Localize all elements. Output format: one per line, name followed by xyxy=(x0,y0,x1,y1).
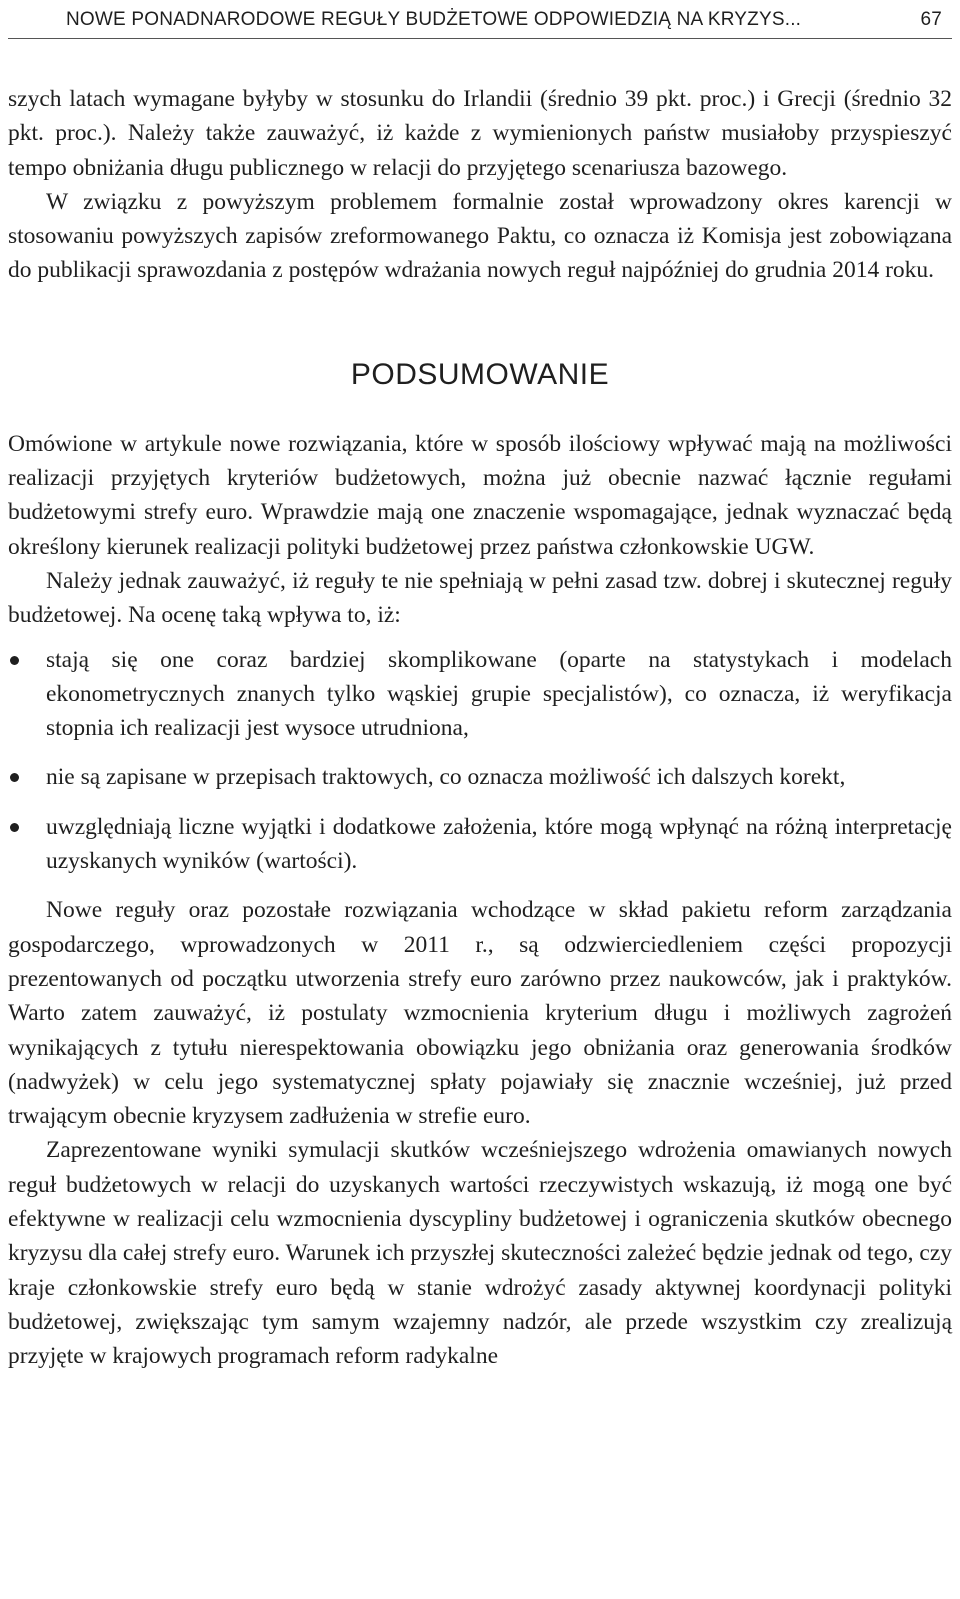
list-item-text: nie są zapisane w przepisach traktowych, co oznacza możliwość ich dalszych korekt, xyxy=(46,764,846,791)
bullet-icon xyxy=(10,823,19,832)
paragraph: Omówione w artykule nowe rozwiązania, które w sposób ilościowy wpływać mają na możliwości realizacji przyjętych kryteriów budżetowych, można już obecnie nazwać łącznie regułami budżetowymi strefy euro. Wprawdzie mają one znaczenie wspomagające, jednak wyznaczać będą określony kierunek realizacji polityki budżetowej przez państwa członkowskie UGW. xyxy=(8,430,952,560)
running-head xyxy=(8,4,952,39)
bullet-list xyxy=(8,643,952,879)
list-item xyxy=(8,760,952,794)
paragraph: Nowe reguły oraz pozostałe rozwiązania wchodzące w skład pakietu reform zarządzania gospodarczego, wprowadzonych w 2011 r., są odzwierciedleniem części propozycji prezentowanych od początku utworzenia strefy euro zarówno przez naukowców, jak i praktyków. Warto zatem zauważyć, iż postulaty wzmocnienia kryterium długu i możliwych zagrożeń wynikających z tytułu nierespektowania obowiązku jego obniżania oraz generowania środków (nadwyżek) w celu jego systematycznej spłaty pojawiały się znacznie wcześniej, już przed trwającym obecnie kryzysem zadłużenia w strefie euro. xyxy=(8,897,952,1130)
section-title: PODSUMOWANIE xyxy=(350,357,610,391)
bullet-icon xyxy=(10,773,19,782)
paragraph-continuation: szych latach wymagane byłyby w stosunku do Irlandii (średnio 39 pkt. proc.) i Grecji (średnio 32 pkt. proc.). Należy także zauważyć, iż każde z wymienionych państw musiałoby przyspieszyć tempo obniżania długu publicznego w relacji do przyjętego scenariusza bazowego. xyxy=(8,86,952,181)
list-item xyxy=(8,643,952,746)
paragraph: W związku z powyższym problemem formalnie został wprowadzony okres karencji w stosowaniu powyższych zapisów zreformowanego Paktu, co oznacza iż Komisja jest zobowiązana do publikacji sprawozdania z postępów wdrażania nowych reguł najpóźniej do grudnia 2014 roku. xyxy=(8,188,952,284)
paragraph: Zaprezentowane wyniki symulacji skutków wcześniejszego wdrożenia omawianych nowych reguł budżetowych w relacji do uzyskanych wartości rzeczywistych wskazują, iż mogą one być efektywne w realizacji celu wzmocnienia dyscypliny budżetowej i ograniczenia skutków obecnego kryzysu dla całej strefy euro. Warunek ich przyszłej skuteczności zależeć będzie jednak od tego, czy kraje członkowskie strefy euro będą w stanie wdrożyć zasady aktywnej koordynacji polityki budżetowej, zwiększając tym samym wzajemny nadzór, ale przede wszystkim czy zrealizują przyjęte w krajowych programach reform radykalne xyxy=(8,1137,952,1370)
list-item xyxy=(8,810,952,879)
list-item-text: uwzględniają liczne wyjątki i dodatkowe założenia, które mogą wpłynąć na różną interpretację uzyskanych wyników (wartości). xyxy=(46,813,952,875)
paragraph: Należy jednak zauważyć, iż reguły te nie spełniają w pełni zasad tzw. dobrej i skutecznej reguły budżetowej. Na ocenę taką wpływa to, iż: xyxy=(8,567,952,629)
running-title: NOWE PONADNARODOWE REGUŁY BUDŻETOWE ODPOWIEDZIĄ NA KRYZYS... xyxy=(66,9,802,30)
list-item-text: stają się one coraz bardziej skomplikowane (oparte na statystykach i modelach ekonometrycznych znanych tylko wąskiej grupie specjalistów), co oznacza, iż weryfikacja stopnia ich realizacji jest wysoce utrudniona, xyxy=(46,646,952,742)
article-body xyxy=(8,82,952,1374)
bullet-icon xyxy=(10,656,19,665)
page-number: 67 xyxy=(920,9,942,30)
